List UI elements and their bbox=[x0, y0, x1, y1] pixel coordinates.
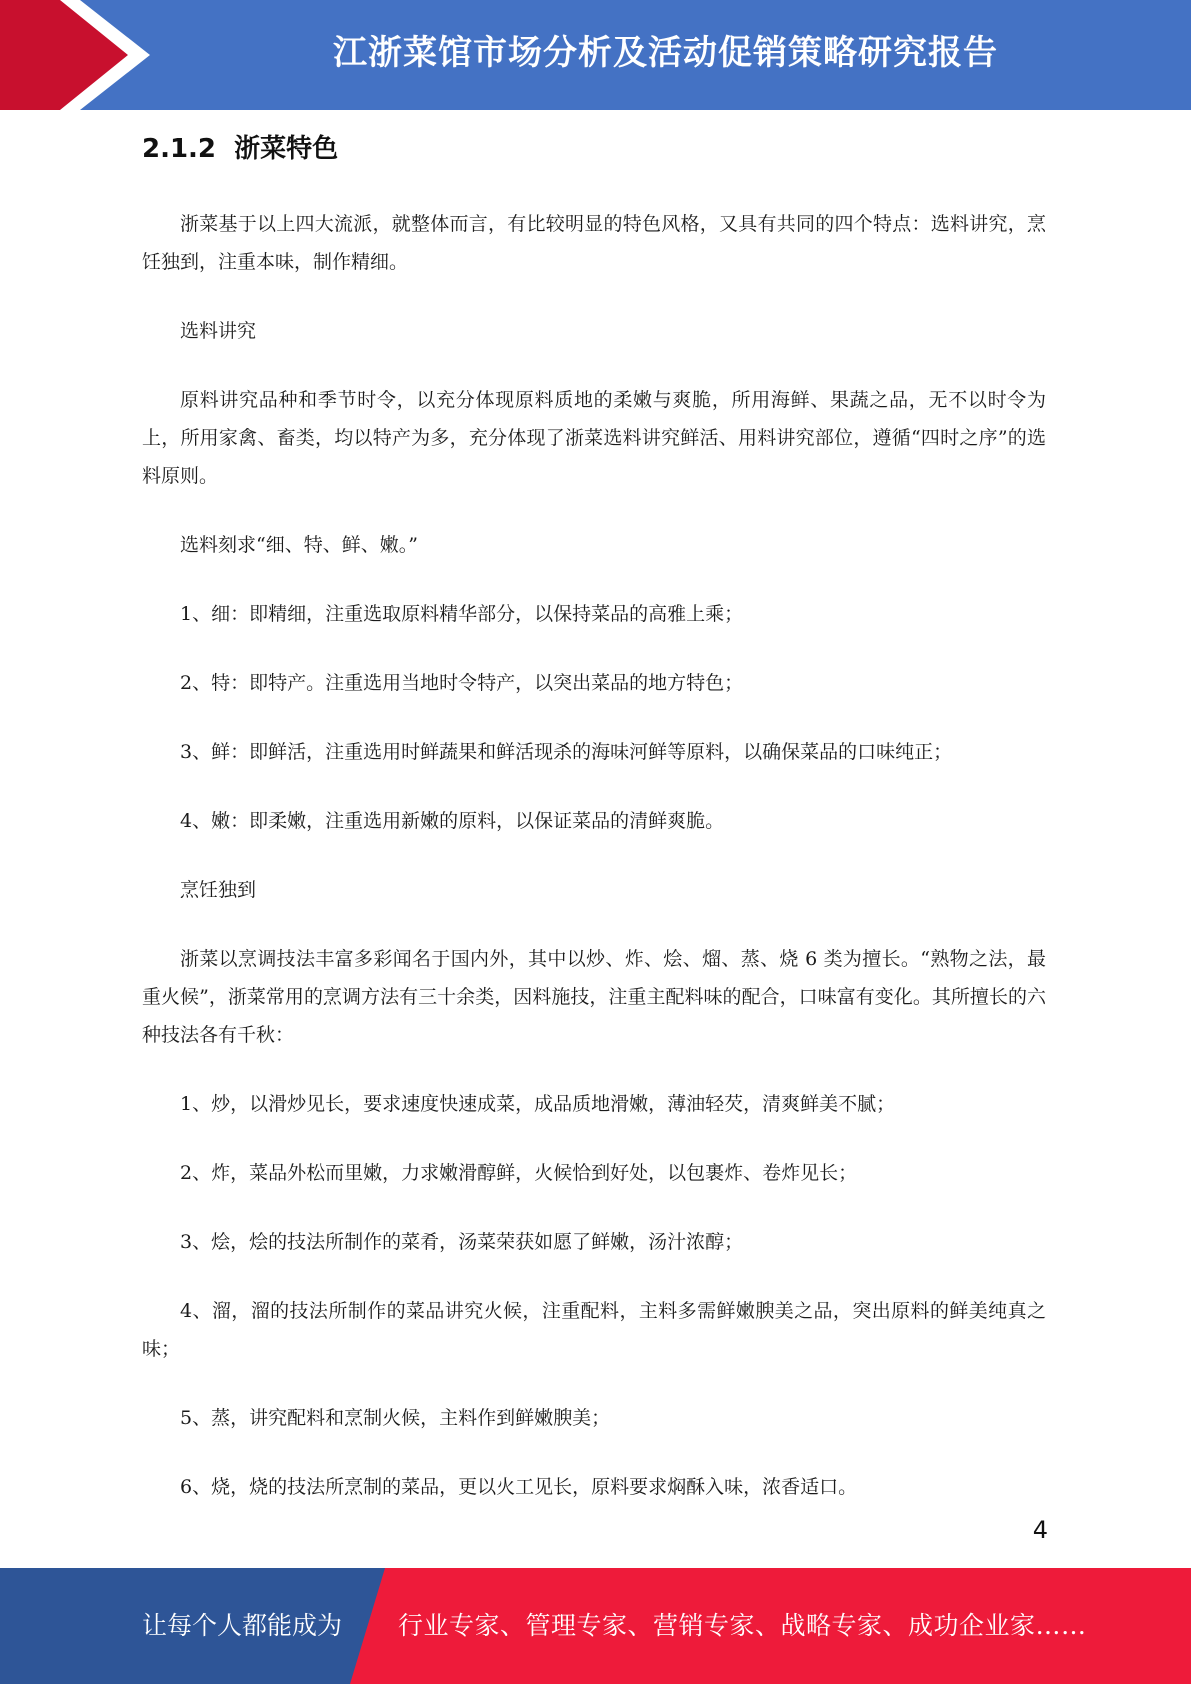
paragraph: 原料讲究品种和季节时令，以充分体现原料质地的柔嫩与爽脆，所用海鲜、果蔬之品，无不以时令为上，所用家禽、畜类，均以特产为多，充分体现了浙菜选料讲究鲜活、用料讲究部位，遵循“四时之序”的选料原则。 bbox=[142, 389, 1046, 487]
paragraph: 6、烧，烧的技法所烹制的菜品，更以火工见长，原料要求焖酥入味，浓香适口。 bbox=[180, 1476, 858, 1498]
paragraph: 烹饪独到 bbox=[180, 879, 257, 901]
paragraph: 浙菜基于以上四大流派，就整体而言，有比较明显的特色风格，又具有共同的四个特点：选料讲究，烹饪独到，注重本味，制作精细。 bbox=[142, 213, 1046, 273]
paragraph: 4、溜，溜的技法所制作的菜品讲究火候，注重配料，主料多需鲜嫩腴美之品，突出原料的鲜美纯真之味； bbox=[142, 1300, 1046, 1360]
paragraph: 2、特：即特产。注重选用当地时令特产，以突出菜品的地方特色； bbox=[180, 672, 744, 694]
footer-slogan-left: 让每个人都能成为 bbox=[142, 1611, 343, 1640]
page-footer bbox=[0, 1568, 1191, 1684]
body-content bbox=[142, 205, 1046, 1537]
page-header bbox=[0, 0, 1191, 110]
report-title: 江浙菜馆市场分析及活动促销策略研究报告 bbox=[333, 33, 998, 73]
page-number: 4 bbox=[1032, 1516, 1048, 1544]
paragraph: 5、蒸，讲究配料和烹制火候，主料作到鲜嫩腴美； bbox=[180, 1407, 611, 1429]
paragraph: 选料讲究 bbox=[180, 320, 257, 342]
paragraph: 3、烩，烩的技法所制作的菜肴，汤菜荣获如愿了鲜嫩，汤汁浓醇； bbox=[180, 1231, 744, 1253]
paragraph: 浙菜以烹调技法丰富多彩闻名于国内外，其中以炒、炸、烩、熘、蒸、烧 6 类为擅长。“熟物之法，最重火候”，浙菜常用的烹调方法有三十余类，因料施技，注重主配料味的配合，口味富有变化。其所擅长的六种技法各有千秋： bbox=[142, 948, 1046, 1046]
section-heading bbox=[142, 128, 338, 165]
paragraph: 选料刻求“细、特、鲜、嫩。” bbox=[180, 534, 418, 556]
section-number: 2.1.2 bbox=[142, 134, 217, 164]
section-title: 浙菜特色 bbox=[234, 134, 339, 164]
paragraph: 3、鲜：即鲜活，注重选用时鲜蔬果和鲜活现杀的海味河鲜等原料，以确保菜品的口味纯正； bbox=[180, 741, 953, 763]
paragraph: 1、炒，以滑炒见长，要求速度快速成菜，成品质地滑嫩，薄油轻芡，清爽鲜美不腻； bbox=[180, 1093, 896, 1115]
paragraph: 1、细：即精细，注重选取原料精华部分，以保持菜品的高雅上乘； bbox=[180, 603, 744, 625]
paragraph: 4、嫩：即柔嫩，注重选用新嫩的原料，以保证菜品的清鲜爽脆。 bbox=[180, 810, 725, 832]
paragraph: 2、炸，菜品外松而里嫩，力求嫩滑醇鲜，火候恰到好处，以包裹炸、卷炸见长； bbox=[180, 1162, 858, 1184]
footer-slogan-right: 行业专家、管理专家、营销专家、战略专家、成功企业家…… bbox=[398, 1611, 1087, 1640]
